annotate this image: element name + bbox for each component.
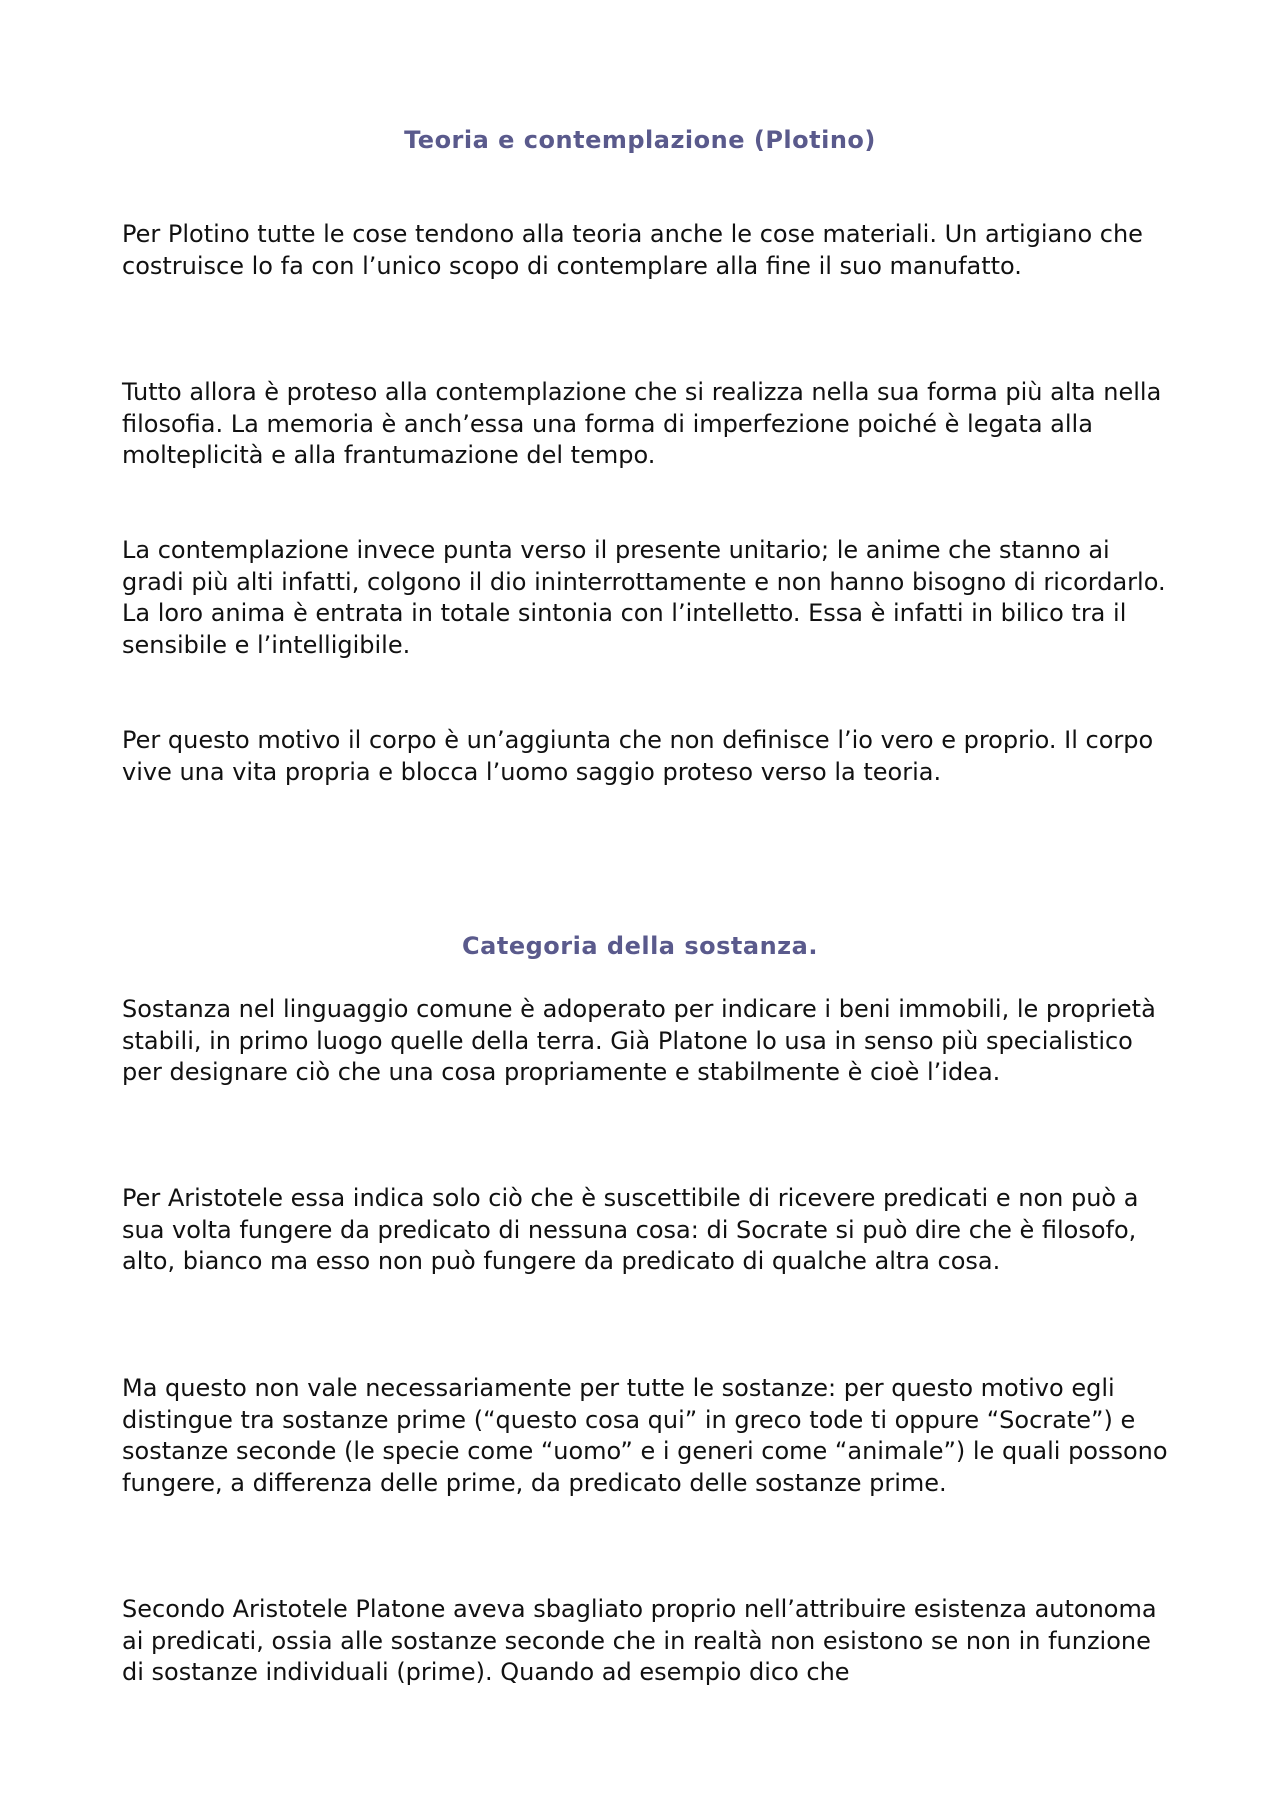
paragraph: Per Plotino tutte le cose tendono alla teoria anche le cose materiali. Un artigiano che costruisce lo fa con l’unico scopo di contemplare alla fine il suo manufatto. (122, 220, 1143, 280)
paragraph: Ma questo non vale necessariamente per tutte le sostanze: per questo motivo egli distingue tra sostanze prime (“questo cosa qui” in greco tode ti oppure “Socrate”) e sostanze seconde (le specie come “uomo” e i generi come “animale”) le quali possono fungere, a differenza delle prime, da predicato delle sostanze prime. (122, 1374, 1168, 1497)
paragraph: Per Aristotele essa indica solo ciò che è suscettibile di ricevere predicati e non può a sua volta fungere da predicato di nessuna cosa: di Socrate si può dire che è filosofo, alto, bianco ma esso non può fungere da predicato di qualche altra cosa. (122, 1184, 1139, 1275)
section-title-sostanza: Categoria della sostanza. (462, 932, 818, 960)
paragraph: Tutto allora è proteso alla contemplazione che si realizza nella sua forma più alta nella filosofia. La memoria è anch’essa una forma di imperfezione poiché è legata alla molteplicità e alla frantumazione del tempo. (122, 378, 1162, 469)
paragraph: Per questo motivo il corpo è un’aggiunta che non definisce l’io vero e proprio. Il corpo vive una vita propria e blocca l’uomo saggio proteso verso la teoria. (122, 726, 1154, 786)
paragraph: Secondo Aristotele Platone aveva sbagliato proprio nell’attribuire esistenza autonoma ai predicati, ossia alle sostanze seconde che in realtà non esistono se non in funzione di sostanze individuali (prime). Quando ad esempio dico che (122, 1595, 1157, 1686)
paragraph: Sostanza nel linguaggio comune è adoperato per indicare i beni immobili, le proprietà stabili, in primo luogo quelle della terra. Già Platone lo usa in senso più specialistico per designare ciò che una cosa propriamente e stabilmente è cioè l’idea. (122, 995, 1156, 1086)
section-title-plotino: Teoria e contemplazione (Plotino) (404, 126, 876, 154)
paragraph: La contemplazione invece punta verso il presente unitario; le anime che stanno ai gradi più alti infatti, colgono il dio ininterrottamente e non hanno bisogno di ricordarlo. La loro anima è entrata in totale sintonia con l’intelletto. Essa è infatti in bilico tra il sensibile e l’intelligibile. (122, 536, 1166, 659)
